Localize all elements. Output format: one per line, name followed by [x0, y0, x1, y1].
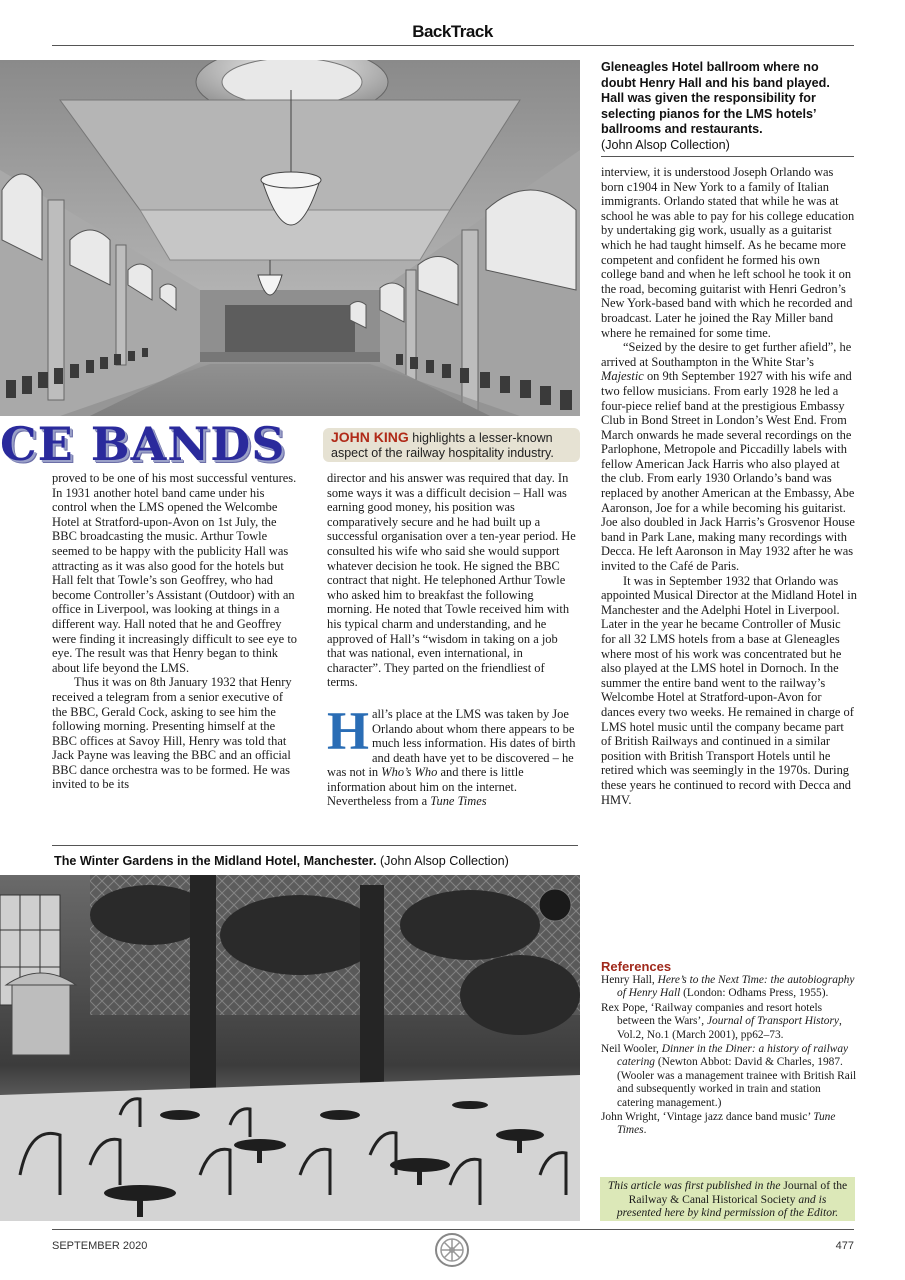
- reference-item: Henry Hall, Here’s to the Next Time: the autobiography of Henry Hall (London: Odhams Press, 1955).: [601, 974, 855, 1000]
- references: [601, 959, 857, 1139]
- col2-paragraph-1: director and his answer was required that day. In some ways it was a difficult decision – Hall was earning good money, his position was comparatively secure and he had built up a successful organisation over a ten-year period. He consulted his wife who said she would support whatever decision he took. He signed the BBC contract that night. He telephoned Arthur Towle who asked him to breakfast the following morning. He noted that Towle received him with his typical charm and understanding, and he approved of Hall’s “wisdom in taking on a job that was national, even international, in character”. They parted on the friendliest of terms.: [327, 471, 576, 690]
- page-number: 477: [835, 1240, 854, 1252]
- masthead: BackTrack: [412, 22, 493, 41]
- ballroom-caption-credit: (John Alsop Collection): [601, 137, 730, 152]
- reference-item: John Wright, ‘Vintage jazz dance band music’ Tune Times.: [601, 1111, 836, 1137]
- byline: [323, 428, 580, 462]
- col1-paragraph-2: Thus it was on 8th January 1932 that Henry received a telegram from a senior executive of the BBC, Gerald Cock, asking to see him the following morning. Presenting himself at the BBC offices at Savoy Hill, Henry was told that Jack Payne was leaving the BBC and an official BBC dance orchestra was to be formed. He was invited to be its: [52, 675, 292, 792]
- footer-date: SEPTEMBER 2020: [52, 1240, 148, 1252]
- article-title-fragment: CE BANDS: [0, 420, 286, 468]
- wheel-logo-icon: [434, 1232, 470, 1268]
- winter-gardens-photo: [0, 875, 580, 1221]
- winter-gardens-caption-text: The Winter Gardens in the Midland Hotel, Manchester.: [54, 854, 377, 868]
- byline-text: highlights a lesser-known aspect of the railway hospitality industry.: [331, 431, 554, 460]
- ballroom-caption-text: Gleneagles Hotel ballroom where no doubt Henry Hall and his band played. Hall was given the responsibility for selecting pianos for the LMS hotels’ ballrooms and restaurants.: [601, 60, 830, 137]
- ballroom-caption: [601, 60, 856, 154]
- col3-paragraph-3: It was in September 1932 that Orlando was appointed Musical Director at the Midland Hotel in Manchester and the Adelphi Hotel in Liverpool. Later in the year he became Controller of Music for all 32 LMS hotels from a base at Gleneagles where most of his work was concentrated but he also played at the LMS hotel in Dornoch. In the summer the entire band went to the railway’s Welcombe Hotel at Stratford-upon-Avon for dances every two weeks. He remained in charge of LMS hotel music until the company became part of British Railways and continued in a similar position with British Transport Hotels until he retired which was seemingly in the 1970s. During these years he continued to record with Decca and HMV.: [601, 573, 857, 807]
- drop-cap: H: [327, 700, 370, 761]
- reference-item: Rex Pope, ‘Railway companies and resort hotels between the Wars’, Journal of Transport History, Vol.2, No.1 (March 2001), pp62–73.: [601, 1001, 842, 1041]
- winter-gardens-caption: [54, 854, 579, 870]
- publication-note: This article was first published in the Journal of the Railway & Canal Historical Society and is presented here by kind permission of the Editor.: [600, 1177, 855, 1221]
- col3-paragraph-1: interview, it is understood Joseph Orlando was born c1904 in New York to a family of Italian immigrants. Orlando stated that while he was at school he was able to pay for his college education by undertaking gig work, usually as a guitarist which he had taught himself. As he became more competent and confident he formed his own college band and when he left school he took it on the road, becoming guitarist with Henri Gedron’s New York-based band with which he recorded and broadcast. Later he joined the Ray Miller band where he remained for some time.: [601, 165, 855, 340]
- column-2: [327, 471, 577, 809]
- ballroom-photo: [0, 60, 580, 416]
- column-1: [52, 471, 300, 792]
- byline-author: JOHN KING: [331, 429, 409, 445]
- column-3: [601, 165, 857, 807]
- winter-gardens-caption-credit: (John Alsop Collection): [376, 854, 509, 868]
- caption-rule: [601, 156, 854, 157]
- col2-paragraph-2: Hall’s place at the LMS was taken by Joe Orlando about whom there appears to be much less information. His dates of birth and death have yet to be discovered – he was not in Who’s Who and there is little information about him on the internet. Nevertheless from a Tune Times: [327, 700, 576, 809]
- col3-paragraph-2: “Seized by the desire to get further afield”, he arrived at Southampton in the White Star’s Majestic on 9th September 1927 with his wife and two fellow musicians. From early 1928 he led a four-piece relief band at the prestigious Embassy Club in Bond Street in London’s West End. From March onwards he made several recordings on the Parlophone, Metropole and Piccadilly labels with fellow American Jack Harris who also played at the club. From early 1930 Orlando’s band was replaced by another American at the Embassy, Abe Aaronson, Joe for a while becoming his guitarist. Joe also doubled in Jack Harris’s Grosvenor House band in Park Lane, making many recordings with Decca. He left Aaronson in May 1932 after he was invited to the Café de Paris.: [601, 340, 855, 574]
- reference-item: Neil Wooler, Dinner in the Diner: a history of railway catering (Newton Abbot: David & Charles, 1987. (Wooler was a management trainee with British Rail and subsequently worked in train and station catering management.): [601, 1043, 857, 1109]
- references-heading: References: [601, 959, 672, 974]
- header-rule: [52, 45, 854, 46]
- references-list: [601, 974, 857, 1138]
- footer-rule: [52, 1229, 854, 1230]
- col1-paragraph-1: proved to be one of his most successful ventures. In 1931 another hotel band came under his control when the LMS opened the Welcombe Hotel at Stratford-upon-Avon on 1st July, the BBC broadcasting the music. Arthur Towle seemed to be happy with the publicity Hall was attracting as it was also good for the hotels but Hall felt that Towle’s son Geoffrey, who had become Controller’s Assistant (Outdoor) with an office in Liverpool, was looking at things in a different way. Hall noted that he and Geoffrey were finding it increasingly difficult to see eye to eye. The result was that Henry began to think about life beyond the LMS.: [52, 471, 297, 675]
- mid-caption-rule: [52, 845, 578, 846]
